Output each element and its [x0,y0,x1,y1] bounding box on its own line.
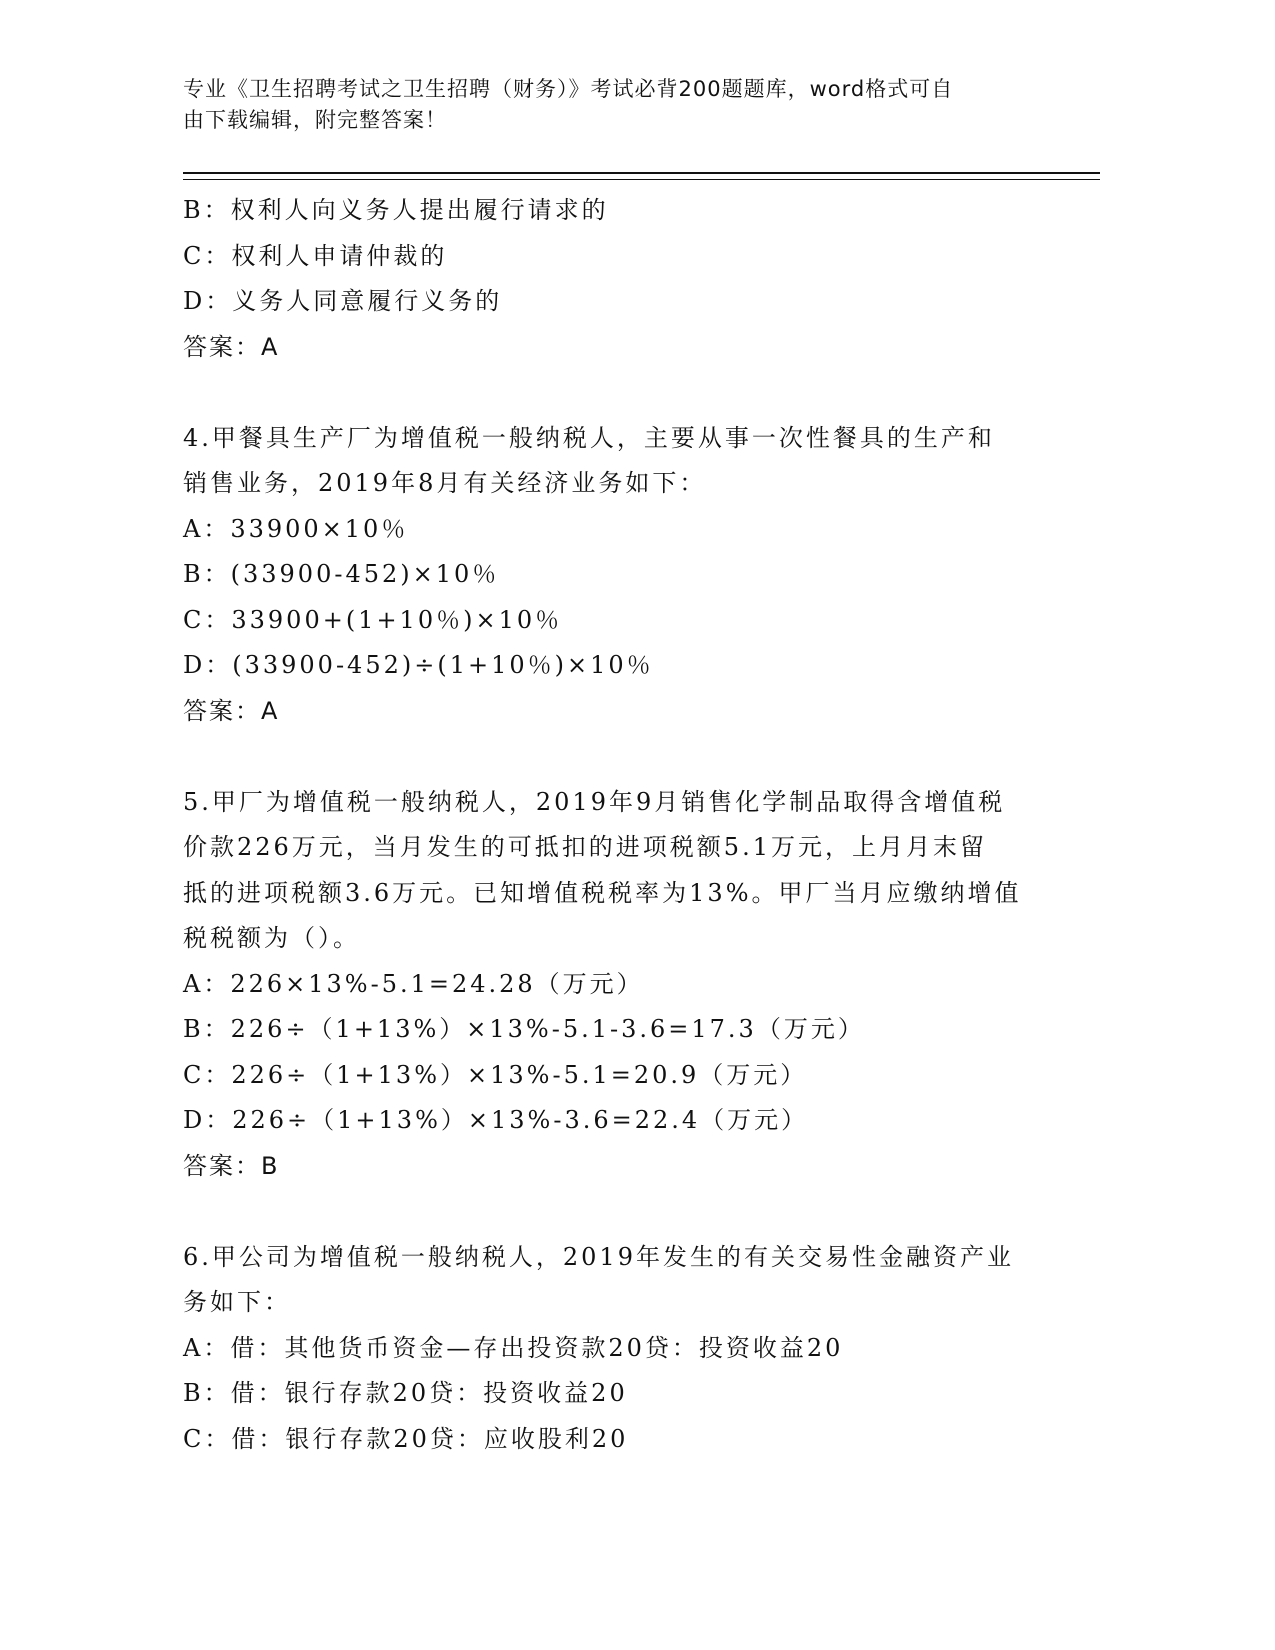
q4-option-c: C：33900+(1+10％)×10％ [183,605,563,634]
q5-option-b: B：226÷（1+13%）×13%-5.1-3.6=17.3（万元） [183,1015,865,1043]
q5-stem-line-4: 税税额为（）。 [183,924,360,952]
header-line-2: 由下载编辑，附完整答案！ [183,108,447,132]
q3-option-b: B：权利人向义务人提出履行请求的 [183,196,609,224]
spacer [183,370,1083,416]
q3-answer: 答案：A [183,332,280,361]
spacer [183,734,1083,780]
q5-option-d: D：226÷（1+13%）×13%-3.6=22.4（万元） [183,1106,809,1134]
q5-answer: 答案：B [183,1151,280,1180]
q6-option-b: B：借：银行存款20贷：投资收益20 [183,1379,628,1407]
q6-option-a: A：借：其他货币资金—存出投资款20贷：投资收益20 [183,1333,844,1362]
q5-stem-line-1: 5.甲厂为增值税一般纳税人，2019年9月销售化学制品取得含增值税 [183,787,1006,816]
header-rule-thick [183,172,1100,174]
q4-option-a: A：33900×10％ [183,514,409,543]
spacer [183,1189,1083,1235]
q6-stem-line-2: 务如下： [183,1288,291,1316]
q4-stem-line-1: 4.甲餐具生产厂为增值税一般纳税人，主要从事一次性餐具的生产和 [183,423,995,452]
q5-option-a: A：226×13%-5.1=24.28（万元） [183,969,644,998]
q6-option-c: C：借：银行存款20贷：应收股利20 [183,1424,629,1453]
q4-stem-line-2: 销售业务，2019年8月有关经济业务如下： [183,469,707,497]
q3-option-c: C：权利人申请仲裁的 [183,241,448,270]
q4-option-d: D：(33900-452)÷(1+10％)×10％ [183,651,654,679]
q5-option-c: C：226÷（1+13%）×13%-5.1=20.9（万元） [183,1060,808,1089]
header-line-1: 专业《卫生招聘考试之卫生招聘（财务）》考试必背200题题库，word格式可自 [183,77,954,101]
q3-option-d: D：义务人同意履行义务的 [183,287,503,315]
q5-stem-line-3: 抵的进项税额3.6万元。已知增值税税率为13%。甲厂当月应缴纳增值 [183,878,1022,907]
question-content [183,188,1083,1462]
header-rule-thin [183,179,1100,180]
q6-stem-line-1: 6.甲公司为增值税一般纳税人，2019年发生的有关交易性金融资产业 [183,1242,1014,1271]
q4-answer: 答案：A [183,696,280,725]
q5-stem-line-2: 价款226万元，当月发生的可抵扣的进项税额5.1万元，上月月末留 [183,833,987,861]
q4-option-b: B：(33900-452)×10％ [183,560,500,588]
document-header [183,74,1063,136]
